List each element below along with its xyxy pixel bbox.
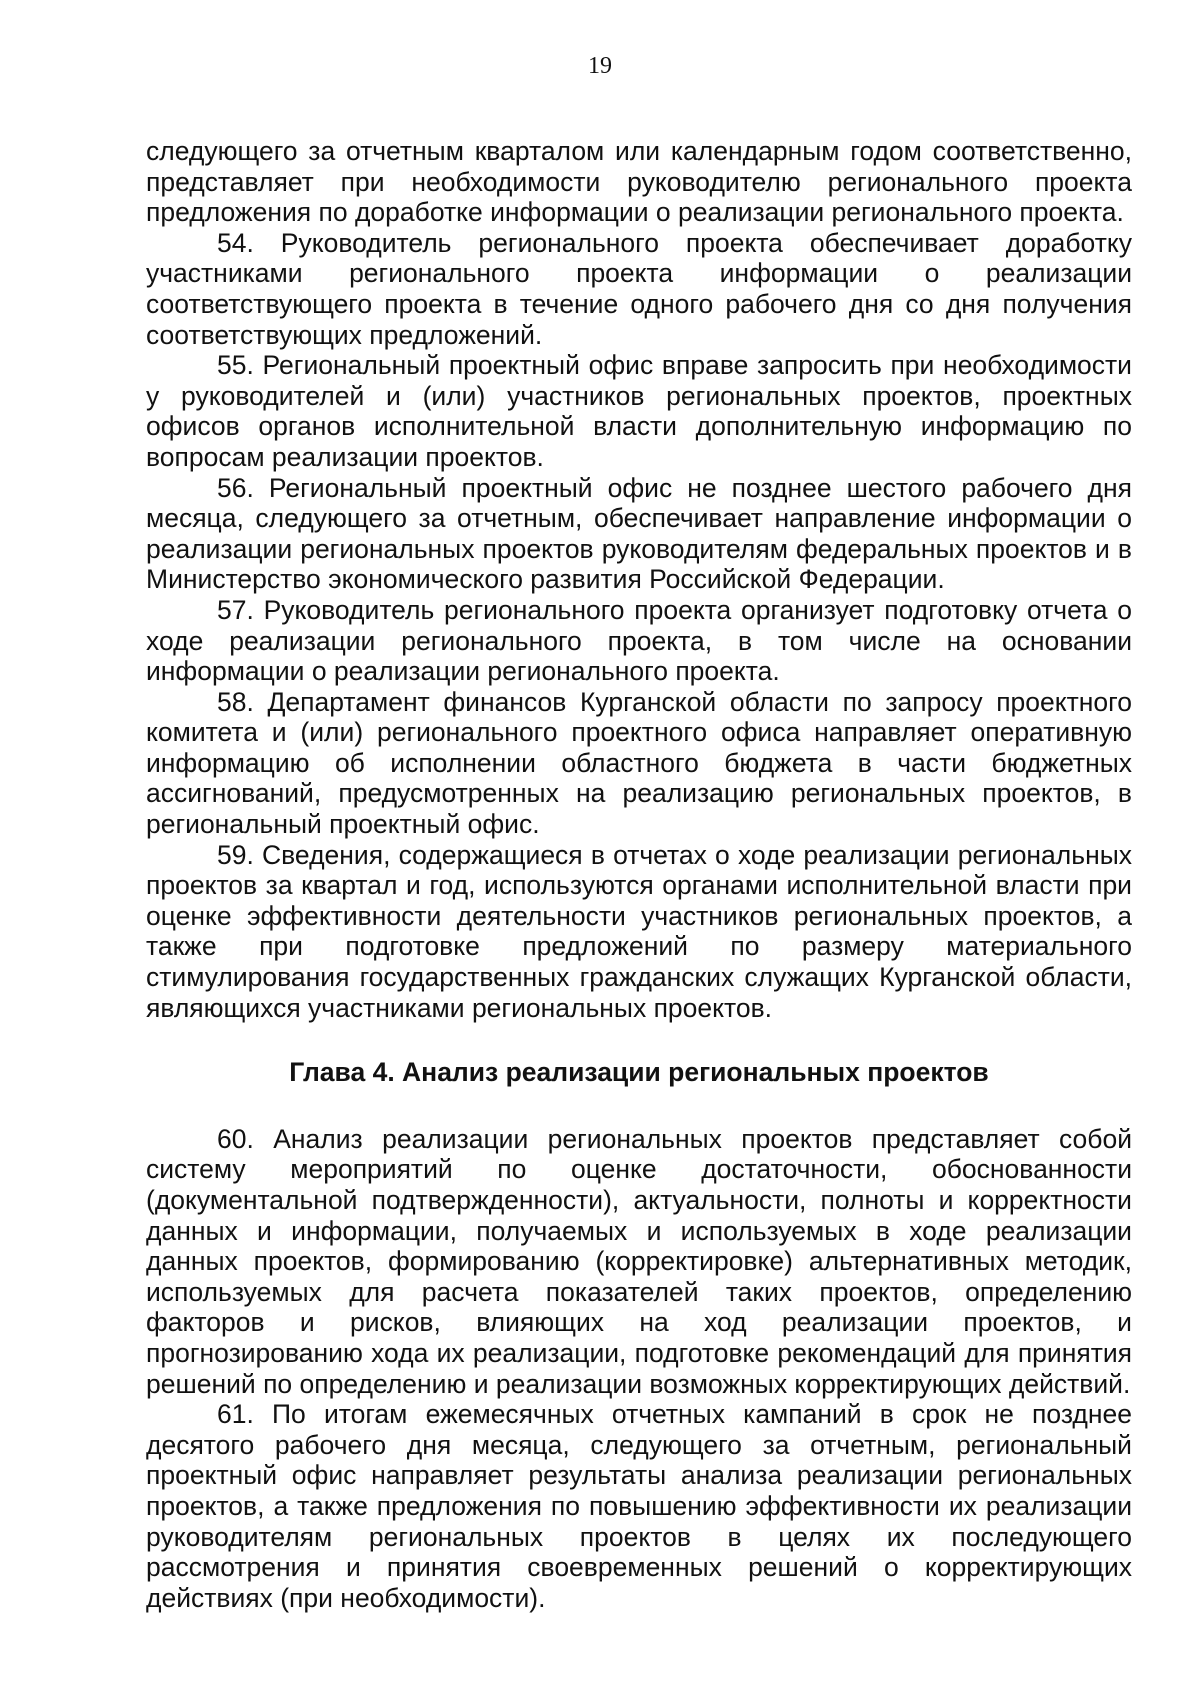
paragraph-59: 59. Сведения, содержащиеся в отчетах о ходе реализации региональных проектов за квартал и год, используются органами исполнительной власти при оценке эффективности деятельности участников региональных проектов, а также при подготовке предложений по размеру материального стимулирования государственных гражданских служащих Курганской области, являющихся участниками региональных проектов. (146, 839, 1132, 1023)
paragraph-61: 61. По итогам ежемесячных отчетных кампаний в срок не позднее десятого рабочего дня месяца, следующего за отчетным, региональный проектный офис направляет результаты анализа реализации региональных проектов, а также предложения по повышению эффективности их реализации руководителям региональных проектов в целях их последующего рассмотрения и принятия своевременных решений о корректирующих действиях (при необходимости). (146, 1399, 1132, 1613)
paragraph-58: 58. Департамент финансов Курганской области по запросу проектного комитета и (или) регионального проектного офиса направляет оперативную информацию об исполнении областного бюджета в части бюджетных ассигнований, предусмотренных на реализацию региональных проектов, в региональный проектный офис. (146, 686, 1132, 840)
page-number: 19 (588, 53, 612, 79)
chapter-heading: Глава 4. Анализ реализации региональных проектов (289, 1057, 989, 1088)
paragraph-53-continuation: следующего за отчетным кварталом или календарным годом соответственно, представляет при необходимости руководителю регионального проекта предложения по доработке информации о реализации регионального проекта. (146, 136, 1132, 228)
paragraph-55: 55. Региональный проектный офис вправе запросить при необходимости у руководителей и (или) участников региональных проектов, проектных офисов органов исполнительной власти дополнительную информацию по вопросам реализации проектов. (146, 350, 1132, 472)
paragraph-60: 60. Анализ реализации региональных проектов представляет собой систему мероприятий по оценке достаточности, обоснованности (документальной подтвержденности), актуальности, полноты и корректности данных и информации, получаемых и используемых в ходе реализации данных проектов, формированию (корректировке) альтернативных методик, используемых для расчета показателей таких проектов, определению факторов и рисков, влияющих на ход реализации проектов, и прогнозированию хода их реализации, подготовке рекомендаций для принятия решений по определению и реализации возможных корректирующих действий. (146, 1123, 1132, 1399)
paragraph-57: 57. Руководитель регионального проекта организует подготовку отчета о ходе реализации регионального проекта, в том числе на основании информации о реализации регионального проекта. (146, 594, 1132, 687)
document-body (146, 136, 1132, 1613)
paragraph-54: 54. Руководитель регионального проекта обеспечивает доработку участниками регионального проекта информации о реализации соответствующего проекта в течение одного рабочего дня со дня получения соответствующих предложений. (146, 227, 1132, 350)
paragraph-56: 56. Региональный проектный офис не позднее шестого рабочего дня месяца, следующего за отчетным, обеспечивает направление информации о реализации региональных проектов руководителям федеральных проектов и в Министерство экономического развития Российской Федерации. (146, 472, 1132, 595)
